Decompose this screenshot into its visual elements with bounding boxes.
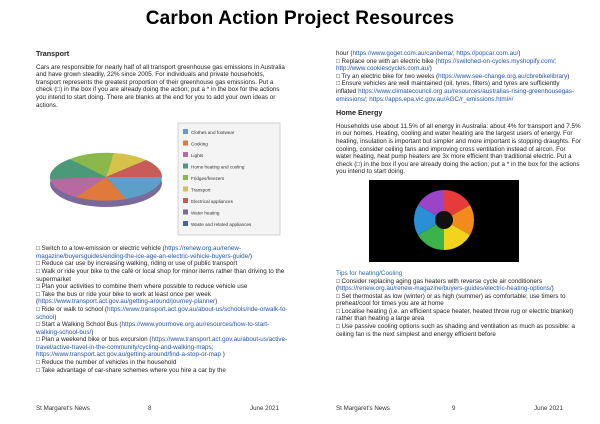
footer-right-name: St Margaret's News bbox=[336, 405, 390, 412]
action-item bbox=[336, 293, 581, 308]
home-energy-action-list bbox=[336, 278, 581, 339]
action-text: hour ( bbox=[336, 50, 353, 57]
action-text: □ Take the bus or ride your bike to work at least once per week ( bbox=[36, 290, 211, 306]
legend-swatch bbox=[183, 129, 188, 134]
resource-link[interactable]: https://www.see-change.org.au/cbrebikelibrary bbox=[438, 72, 568, 80]
legend-swatch bbox=[183, 198, 188, 203]
resource-link[interactable]: https://www.transport.act.gov.au/getting-around/journey-planner bbox=[38, 298, 216, 306]
action-text-end: ) bbox=[551, 285, 554, 293]
action-text-end: ) bbox=[249, 252, 252, 260]
footer-left-page: 8 bbox=[148, 405, 152, 412]
legend-label: Cooking bbox=[191, 141, 208, 147]
action-text: □ Plan a weekend bike or bus excursion ( bbox=[36, 336, 152, 344]
transport-pie-chart bbox=[36, 115, 291, 237]
legend-swatch bbox=[183, 210, 188, 215]
action-text: □ Ensure vehicles are well maintained (oil, tyres, filters) and tyres are sufficiently inflated bbox=[336, 80, 560, 95]
legend-label: Clothes and footwear bbox=[191, 130, 235, 136]
action-text-end: ) bbox=[91, 328, 94, 336]
action-item bbox=[336, 50, 581, 58]
action-text: □ Start a Walking School Bus ( bbox=[36, 321, 122, 329]
legend-swatch bbox=[183, 141, 188, 146]
resource-link[interactable]: https://switched-on-cycles.myshopify.com/; http://www.cookiescycles.com.au/ bbox=[336, 57, 557, 73]
action-text: □ Switch to a low-emission or electric vehicle ( bbox=[36, 245, 165, 253]
left-column bbox=[36, 50, 291, 374]
legend-swatch bbox=[183, 187, 188, 192]
action-text: □ Consider replacing aging gas heaters with reverse cycle air conditioners ( bbox=[336, 277, 543, 293]
legend-label: Electrical appliances bbox=[191, 199, 233, 205]
page-title: Carbon Action Project Resources bbox=[145, 8, 455, 29]
action-text: □ Reduce car use by increasing walking, riding or use of public transport bbox=[36, 260, 238, 268]
transport-heading: Transport bbox=[36, 49, 70, 58]
footer-right-page: 9 bbox=[452, 405, 456, 412]
action-item bbox=[336, 73, 581, 81]
resource-link[interactable]: https://www.transport.act.gov.au/about-us/active-travel/active-travel-in-the-community/cycling-and-walking-maps; https://www.transport.act.gov.au/getting-around/find-a-stop-or-map bbox=[36, 336, 288, 359]
action-item bbox=[336, 58, 581, 73]
legend-label: Transport bbox=[191, 187, 211, 193]
resource-link[interactable]: https://renew.org.au/renew-magazine/buyers-guides/electric-heating-options/ bbox=[338, 285, 552, 293]
legend-label: Fridges/freezers bbox=[191, 176, 225, 182]
action-text: □ Ride or walk to school ( bbox=[36, 305, 107, 313]
legend-swatch bbox=[183, 164, 188, 169]
action-text: □ Try an electric bike for two weeks ( bbox=[336, 72, 439, 80]
action-text: □ Reduce the number of vehicles in the household bbox=[36, 359, 177, 367]
legend-label: Waste and related appliances bbox=[191, 222, 252, 228]
transport-action-list-continued bbox=[336, 50, 581, 103]
right-column bbox=[336, 50, 581, 338]
tips-heading: Tips for heating/Cooling bbox=[336, 269, 403, 277]
action-item bbox=[36, 359, 291, 367]
home-energy-image bbox=[336, 180, 581, 264]
action-item bbox=[336, 308, 581, 323]
home-energy-heading: Home Energy bbox=[336, 108, 383, 118]
action-text-end: ) bbox=[221, 351, 225, 359]
legend-label: Lights bbox=[191, 153, 204, 159]
action-item bbox=[336, 278, 581, 293]
resource-link[interactable]: https://www.climatecouncil.org.au/resources/australias-rising-greenhousegas-emissions/; https://apps.epa.vic.gov.au/AGC/r_emissions.html#/ bbox=[336, 87, 575, 103]
action-item bbox=[36, 268, 291, 283]
action-text: □ Use passive cooling options such as shading and ventilation as much as possible: a ceiling fan is the next simplest and energy efficient before bbox=[336, 323, 576, 338]
resource-link[interactable]: https://renew.org.au/renew-magazine/buyersguides/ending-the-ice-age-an-electric-vehicle-buyers-guide/ bbox=[36, 245, 250, 260]
legend-swatch bbox=[183, 175, 188, 180]
action-text: □ Set thermostat as low (winter) or as high (summer) as comfortable; use timers to preheat/cool for times you are at home bbox=[336, 292, 566, 308]
transport-intro: Cars are responsible for nearly half of all transport greenhouse gas emissions in Australia and have grown steadily, 22% since 2005. For individuals and private households, transport represents the greatest proportion of their greenhouse gas emissions. Put a check (□) in the box if you are already doing the action; put a * in the box for the actions you intend to start doing. There are blanks at the end for you to add your own ideas or actions. bbox=[36, 63, 285, 109]
resource-link[interactable]: https://www.goget.com.au/canberra/; https://popcar.com.au/ bbox=[352, 50, 519, 57]
home-energy-illustration bbox=[336, 180, 581, 264]
footer-left-name: St Margaret's News bbox=[36, 405, 90, 412]
action-item bbox=[36, 306, 291, 321]
action-text-end: ) bbox=[429, 65, 432, 73]
action-item bbox=[336, 323, 581, 338]
action-item bbox=[36, 283, 291, 291]
action-item bbox=[36, 245, 291, 260]
action-text: □ Plan your activities to combine them where possible to reduce vehicle use bbox=[36, 283, 248, 291]
action-text: □ Take advantage of car-share schemes where you hire a car by the bbox=[36, 366, 226, 374]
action-text: □ Localise heating (i.e. an efficient space heater, heated throw rug or electric blanket) rather than heating a large area bbox=[336, 307, 574, 323]
action-text-end: ) bbox=[215, 298, 218, 306]
legend-swatch bbox=[183, 152, 188, 157]
action-item bbox=[36, 336, 291, 359]
action-text-end: ) bbox=[54, 313, 57, 321]
action-text-end: ) bbox=[567, 72, 570, 80]
action-item bbox=[336, 80, 581, 103]
legend-label: Home heating and cooling bbox=[191, 164, 245, 170]
action-item bbox=[36, 321, 291, 336]
resource-link[interactable]: https://www.yourmove.org.au/resources/how-to-start-walking-school-bus/ bbox=[36, 321, 270, 336]
home-energy-intro: Households use about 11.5% of all energy in Australia: about 4% for transport and 7.5% in our homes. Heating, cooling and water heating are the largest users of energy. For heating, insulation is important but simpler and more important is stopping draughts. For cooling, consider ceiling fans and improving cross ventilation instead of aircon. For water heating, heat pump heaters are 3x more efficient than traditional electric. Put a check (□) in the box if you are already doing the action; put a * in the box for the actions you intend to start doing. bbox=[336, 122, 582, 176]
footer-left-date: June 2021 bbox=[250, 405, 279, 412]
transport-action-list bbox=[36, 245, 291, 374]
action-item bbox=[36, 291, 291, 306]
pie-chart-graphic bbox=[36, 115, 291, 237]
footer-right-date: June 2021 bbox=[534, 405, 563, 412]
legend-label: Water heating bbox=[191, 210, 220, 216]
action-item bbox=[36, 367, 291, 375]
action-item bbox=[36, 260, 291, 268]
action-text-end: ) bbox=[518, 50, 521, 57]
action-text: □ Walk or ride your bike to the café or local shop for minor items rather than driving to the supermarket bbox=[36, 267, 285, 283]
legend-swatch bbox=[183, 221, 188, 226]
action-text: □ Replace one with an electric bike ( bbox=[336, 57, 438, 65]
resource-link[interactable]: https://www.transport.act.gov.au/about-us/schools/ride-orwalk-to-school bbox=[36, 305, 288, 321]
